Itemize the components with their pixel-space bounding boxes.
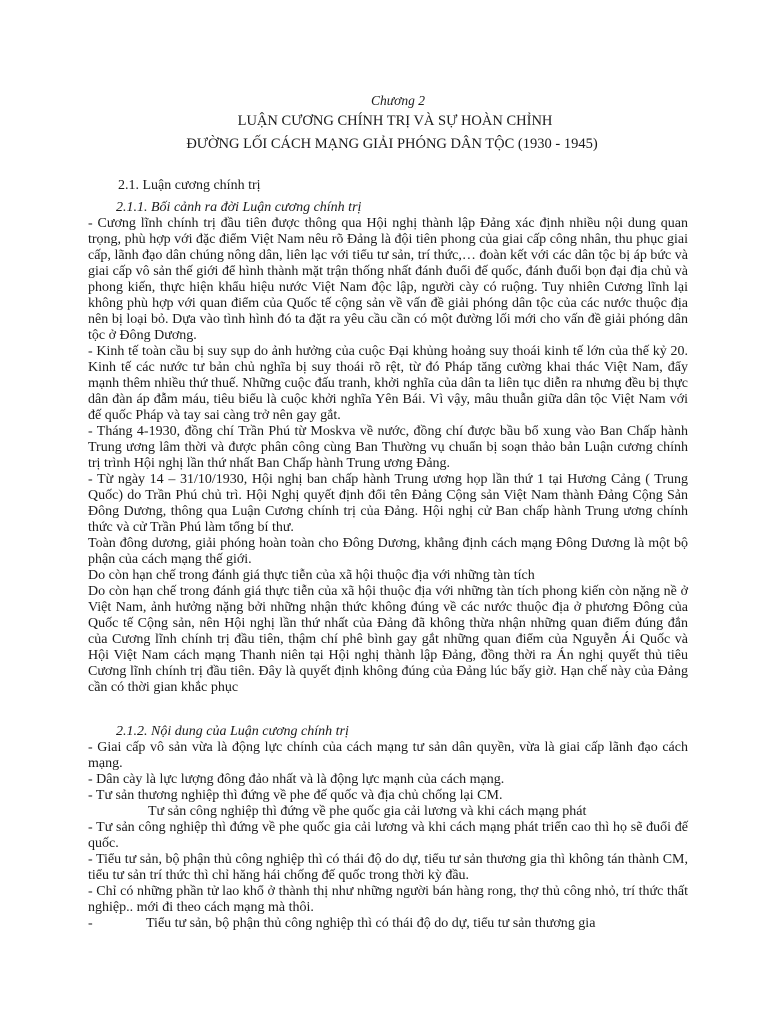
chapter-header <box>0 92 768 155</box>
paragraph: - Cương lĩnh chính trị đầu tiên được thông qua Hội nghị thành lập Đảng xác định nhiều nội dung quan trọng, phù hợp với đặc điểm Việt Nam nêu rõ Đảng là đội tiên phong của giai cấp công nhân, thu phục giai cấp, lãnh đạo dân chúng nông dân, liên lạc với tiểu tư sản, trí thức,… đoàn kết với các dân tộc bị áp bức và giai cấp vô sản thế giới để hình thành mặt trận thống nhất đánh đuổi đế quốc, đánh đuổi bọn đại địa chủ và phong kiến, thực hiện khẩu hiệu nước Việt Nam độc lập, người cày có ruộng. Tuy nhiên Cương lĩnh lại không phù hợp với quan điểm của Quốc tế cộng sản về vấn đề giải phóng dân tộc của các nước thuộc địa nên bị loại bỏ. Dựa vào tình hình đó ta đặt ra yêu cầu cần có một đường lối mới cho vấn đề giải phóng dân tộc ở Đông Dương. <box>88 216 688 343</box>
list-dash: - <box>88 916 93 931</box>
spacer <box>88 696 688 724</box>
paragraph: - Dân cày là lực lượng đông đảo nhất và là động lực mạnh của cách mạng. <box>88 772 505 787</box>
chapter-title-line2: ĐƯỜNG LỐI CÁCH MẠNG GIẢI PHÓNG DÂN TỘC (1930 - 1945) <box>186 136 598 152</box>
section-heading: 2.1. Luận cương chính trị <box>118 178 261 193</box>
paragraph: - Tư sản thương nghiệp thì đứng về phe đế quốc và địa chủ chống lại CM. <box>88 788 503 803</box>
paragraph: Toàn đông dương, giải phóng hoàn toàn cho Đông Dương, khẳng định cách mạng Đông Dương là một bộ phận của cách mạng thế giới. <box>88 536 688 567</box>
subsection-heading-content: 2.1.2. Nội dung của Luận cương chính trị <box>116 724 349 739</box>
paragraph: - Tiểu tư sản, bộ phận thủ công nghiệp thì có thái độ do dự, tiểu tư sản thương gia thì không tán thành CM, tiểu tư sản trí thức thì chỉ hăng hái chống đế quốc trong thời kỳ đầu. <box>88 852 688 883</box>
paragraph: Do còn hạn chế trong đánh giá thực tiễn của xã hội thuộc địa với những tàn tích phong kiến còn nặng nề ở Việt Nam, ảnh hưởng nặng bởi những nhận thức không đúng về các nước thuộc địa ở phương Đông của Quốc tế Cộng sản, nên Hội nghị lần thứ nhất của Đảng đã không thừa nhận những quan điểm đúng đắn của Cương lĩnh chính trị đầu tiên, thậm chí phê bình gay gắt những quan điểm của Nguyễn Ái Quốc và Hội Việt Nam cách mạng Thanh niên tại Hội nghị thành lập Đảng, đồng thời ra Án nghị quyết thủ tiêu Cương lĩnh chính trị đầu tiên. Đây là quyết định không đúng của Đảng lúc bấy giờ. Hạn chế này của Đảng cần có thời gian khắc phục <box>88 584 688 695</box>
document-body <box>88 178 688 932</box>
last-line <box>88 916 688 932</box>
paragraph: Do còn hạn chế trong đánh giá thực tiễn của xã hội thuộc địa với những tàn tích <box>88 568 535 583</box>
last-line-text: Tiểu tư sản, bộ phận thủ công nghiệp thì có thái độ do dự, tiểu tư sản thương gia <box>146 916 596 931</box>
paragraph: - Tháng 4-1930, đồng chí Trần Phú từ Moskva về nước, đồng chí được bầu bổ xung vào Ban Chấp hành Trung ương lâm thời và được phân công cùng Ban Thường vụ chuẩn bị soạn thảo bản Luận cương chính trị trình Hội nghị lần thứ nhất Ban Chấp hành Trung ương Đảng. <box>88 424 688 471</box>
chapter-title-line1: LUẬN CƯƠNG CHÍNH TRỊ VÀ SỰ HOÀN CHỈNH <box>237 113 553 129</box>
paragraph: - Giai cấp vô sản vừa là động lực chính của cách mạng tư sản dân quyền, vừa là giai cấp lãnh đạo cách mạng. <box>88 740 688 771</box>
indented-line: Tư sản công nghiệp thì đứng về phe quốc gia cải lương và khi cách mạng phát <box>148 804 587 819</box>
subsection-heading-context: 2.1.1. Bối cảnh ra đời Luận cương chính trị <box>116 200 362 215</box>
paragraph: - Từ ngày 14 – 31/10/1930, Hội nghị ban chấp hành Trung ương họp lần thứ 1 tại Hương Cảng ( Trung Quốc) do Trần Phú chủ trì. Hội Nghị quyết định đổi tên Đảng Cộng sản Việt Nam thành Đảng Cộng Sản Đông Dương, thông qua Luận Cương chính trị của Đảng. Hội nghị cử Ban chấp hành Trung ương chính thức và cử Trần Phú làm tổng bí thư. <box>88 472 688 535</box>
paragraph: - Kinh tế toàn cầu bị suy sụp do ảnh hưởng của cuộc Đại khủng hoảng suy thoái kinh tế lớn của thế kỷ 20. Kinh tế các nước tư bản chủ nghĩa bị suy thoái rõ rệt, từ đó Pháp tăng cường khai thác Việt Nam, đẩy mạnh thêm nhiều thứ thuế. Những cuộc đấu tranh, khởi nghĩa của dân ta liên tục diễn ra nhưng đều bị thực dân đàn áp đẫm máu, tiêu biểu là cuộc khởi nghĩa Yên Bái. Vì vậy, mâu thuẫn giữa dân tộc Việt Nam với đế quốc Pháp và tay sai càng trở nên gay gắt. <box>88 344 688 423</box>
paragraph: - Chỉ có những phần tử lao khổ ở thành thị như những người bán hàng rong, thợ thủ công nhỏ, trí thức thất nghiệp.. mới đi theo cách mạng mà thôi. <box>88 884 688 915</box>
paragraph: - Tư sản công nghiệp thì đứng về phe quốc gia cải lương và khi cách mạng phát triển cao thì họ sẽ đuổi đế quốc. <box>88 820 688 851</box>
chapter-label: Chương 2 <box>371 93 425 108</box>
